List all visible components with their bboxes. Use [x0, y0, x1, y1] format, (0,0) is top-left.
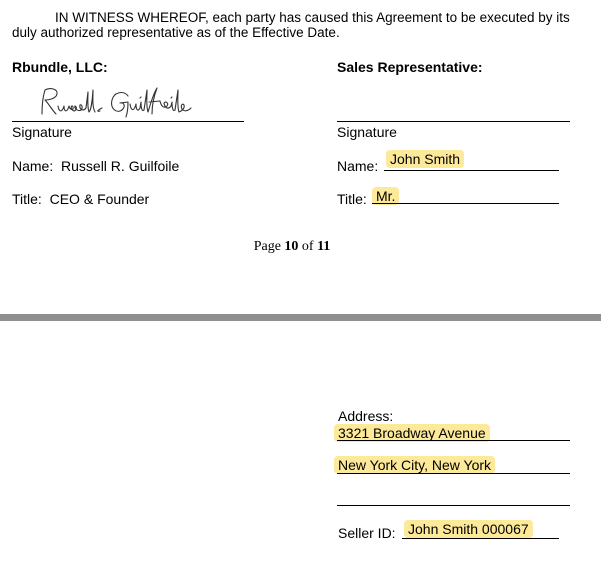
address-line1-field[interactable]: 3321 Broadway Avenue: [334, 424, 490, 442]
address-line1-underline: [337, 440, 570, 441]
left-signature-line: [12, 121, 244, 122]
right-title-underline: [372, 203, 559, 204]
footer-page-word: Page: [253, 239, 281, 254]
left-name-row: [12, 158, 179, 174]
footer-current-page: 10: [284, 239, 299, 254]
seller-id-field[interactable]: John Smith 000067: [404, 520, 533, 538]
seller-id-underline: [402, 538, 559, 539]
right-name-field[interactable]: John Smith: [386, 150, 464, 168]
left-title-value: CEO & Founder: [49, 191, 150, 207]
witness-paragraph: IN WITNESS WHEREOF, each party has caused this Agreement to be executed by its duly authorized representative as of the Effective Date.: [12, 10, 570, 40]
footer-of-word: of: [301, 239, 314, 254]
right-signature-line[interactable]: [337, 121, 570, 122]
address-line2-underline: [337, 473, 570, 474]
address-line2-field[interactable]: New York City, New York: [334, 456, 495, 474]
left-signature-label: Signature: [12, 124, 72, 140]
right-signature-label: Signature: [337, 124, 397, 140]
left-title-row: [12, 191, 149, 207]
right-party-heading: Sales Representative:: [337, 59, 483, 75]
seller-id-label: Seller ID:: [338, 525, 396, 541]
left-title-label: Title:: [12, 191, 42, 207]
left-name-value: Russell R. Guilfoile: [61, 158, 180, 174]
signature-image: [36, 84, 231, 120]
address-label: Address:: [338, 408, 394, 424]
right-title-field[interactable]: Mr.: [372, 187, 399, 205]
left-party-heading: Rbundle, LLC:: [12, 59, 108, 75]
right-name-underline: [384, 170, 559, 171]
left-name-label: Name:: [12, 158, 54, 174]
page-footer: [0, 239, 584, 255]
right-title-label: Title:: [337, 191, 367, 207]
right-name-label: Name:: [337, 158, 379, 174]
footer-total-pages: 11: [317, 239, 331, 254]
page-break: [0, 314, 601, 321]
address-line3-underline[interactable]: [337, 505, 570, 506]
